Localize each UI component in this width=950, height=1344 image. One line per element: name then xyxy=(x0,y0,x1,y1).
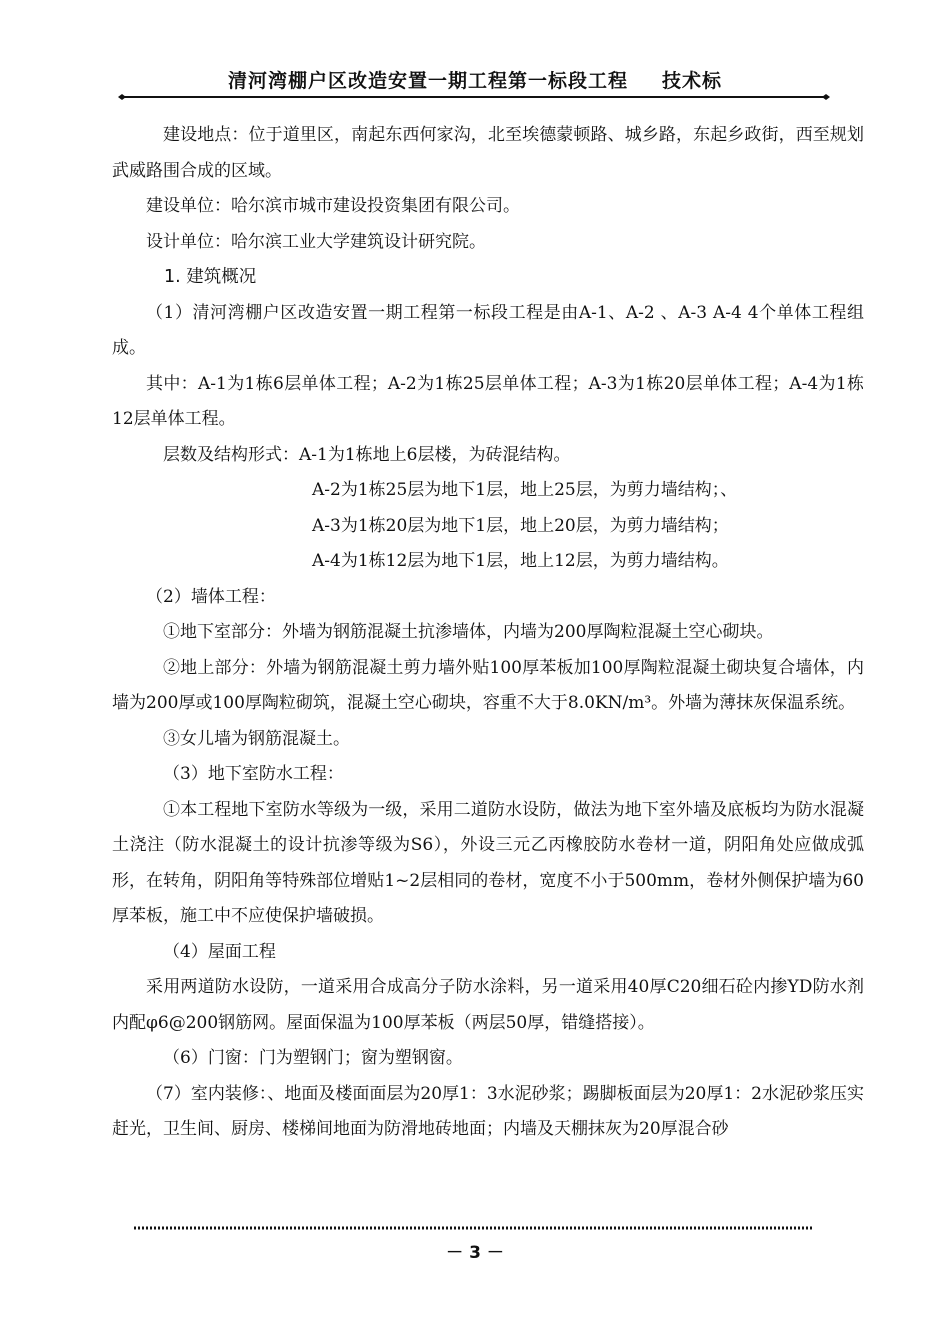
structure-a2: A-2为1栋25层为地下1层，地上25层，为剪力墙结构；、 xyxy=(312,480,738,500)
site-location-paragraph: 建设地点：位于道里区，南起东西何家沟，北至埃德蒙顿路、城乡路，东起乡政街，西至规划武威路围合成的区域。 xyxy=(112,125,864,181)
wall-heading: （2）墙体工程： xyxy=(146,586,276,607)
windows-paragraph: （6）门窗：门为塑钢门；窗为塑钢窗。 xyxy=(163,1048,463,1068)
structure-a3: A-3为1栋20层为地下1层，地上20层，为剪力墙结构； xyxy=(312,515,729,536)
wall-item-2: ②地上部分：外墙为钢筋混凝土剪力墙外贴100厚苯板加100厚陶粒混凝土砌块复合墙体，内墙为200厚或100厚陶粒砌筑，混凝土空心砌块，容重不大于8.0KN/m³。外墙为薄抹灰保温系统。 xyxy=(112,657,864,713)
header-subtitle: 技术标 xyxy=(662,70,723,92)
interior-paragraph: （7）室内装修：、地面及楼面面层为20厚1：3水泥砂浆；踢脚板面层为20厚1：2水泥砂浆压实赶光，卫生间、厨房、楼梯间地面为防滑地砖地面；内墙及天棚抹灰为20厚混合砂 xyxy=(112,1083,864,1139)
page-number: － 3 － xyxy=(446,1243,504,1263)
wall-item-1: ①地下室部分：外墙为钢筋混凝土抗渗墙体，内墙为200厚陶粒混凝土空心砌块。 xyxy=(163,622,774,642)
page-header xyxy=(0,66,950,93)
header-divider xyxy=(118,94,830,100)
document-body xyxy=(112,118,864,1148)
designer-paragraph: 设计单位：哈尔滨工业大学建筑设计研究院。 xyxy=(146,231,486,252)
header-title: 清河湾棚户区改造安置一期工程第一标段工程 xyxy=(227,70,628,92)
structure-a4: A-4为1栋12层为地下1层，地上12层，为剪力墙结构。 xyxy=(312,551,729,571)
item1-detail-paragraph: 其中：A-1为1栋6层单体工程；A-2为1栋25层单体工程；A-3为1栋20层单体工程；A-4为1栋12层单体工程。 xyxy=(112,373,864,429)
footer-divider xyxy=(134,1225,814,1231)
item1-paragraph: （1）清河湾棚户区改造安置一期工程第一标段工程是由A-1、A-2 、A-3 A-4 4个单体工程组成。 xyxy=(112,302,864,358)
section-heading: 1. 建筑概况 xyxy=(164,267,257,287)
basement-item-1: ①本工程地下室防水等级为一级，采用二道防水设防，做法为地下室外墙及底板均为防水混凝土浇注（防水混凝土的设计抗渗等级为S6），外设三元乙丙橡胶防水卷材一道，阴阳角处应做成弧形，在转角，阴阳角等特殊部位增贴1~2层相同的卷材，宽度不小于500mm，卷材外侧保护墙为60厚苯板，施工中不应使保护墙破损。 xyxy=(112,799,864,926)
roof-heading: （4）屋面工程 xyxy=(163,941,276,962)
owner-paragraph: 建设单位：哈尔滨市城市建设投资集团有限公司。 xyxy=(146,196,520,216)
roof-paragraph: 采用两道防水设防，一道采用合成高分子防水涂料，另一道采用40厚C20细石砼内掺YD防水剂内配φ6@200钢筋网。屋面保温为100厚苯板（两层50厚，错缝搭接）。 xyxy=(112,977,864,1033)
basement-heading: （3）地下室防水工程： xyxy=(163,764,344,784)
wall-item-3: ③女儿墙为钢筋混凝土。 xyxy=(163,728,350,749)
structure-intro: 层数及结构形式：A-1为1栋地上6层楼，为砖混结构。 xyxy=(163,444,571,465)
